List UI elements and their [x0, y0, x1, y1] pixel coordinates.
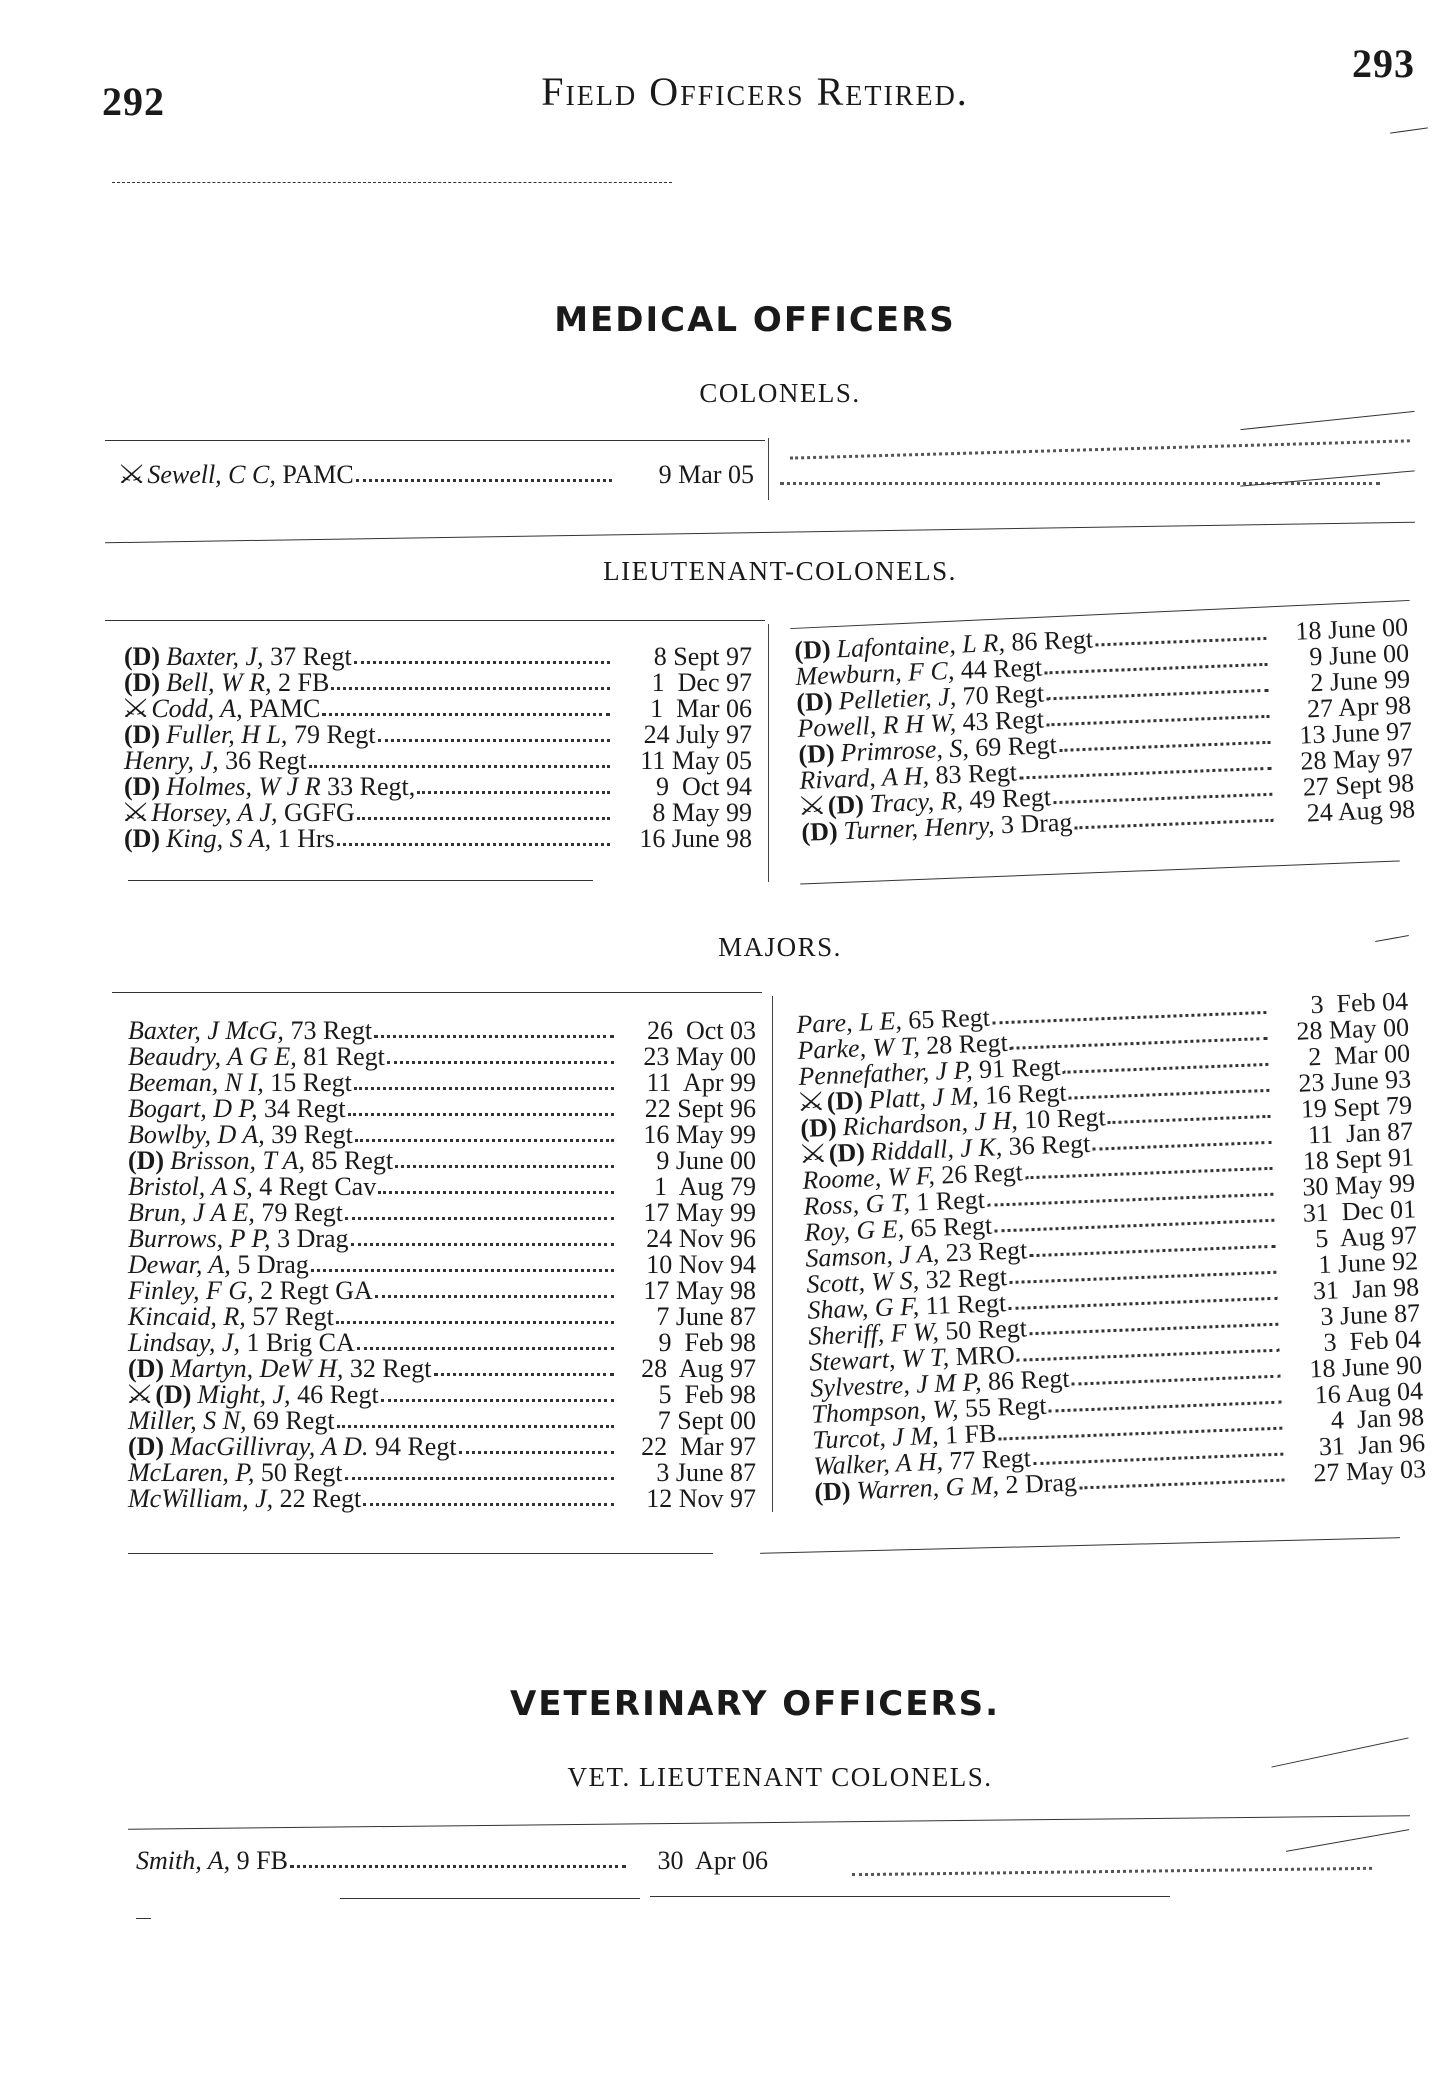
officer-entry: [124, 774, 752, 800]
officer-name: Mewburn, F C,: [794, 655, 955, 691]
officer-name: Finley, F G,: [128, 1276, 254, 1305]
officer-unit: MRO: [948, 1339, 1016, 1372]
officer-unit: 79 Regt: [287, 720, 376, 749]
officer-date: 31 Dec 01: [1302, 1194, 1417, 1228]
officer-name: Bogart, D P,: [128, 1094, 258, 1123]
page-number-left: 292: [102, 79, 165, 124]
officer-unit: 50 Regt: [938, 1313, 1028, 1346]
crossed-swords-icon: ⚔: [797, 1138, 829, 1170]
majors-bottom-rule: [128, 1553, 713, 1554]
lt-colonels-column-divider: [768, 624, 769, 882]
header-rule: [112, 182, 672, 183]
leader-dots: [363, 1503, 614, 1506]
officer-name: Bristol, A S,: [128, 1172, 253, 1201]
officer-name: Walker, A H,: [812, 1446, 944, 1481]
officer-entry: [128, 1070, 756, 1096]
officer-name: Martyn, DeW H,: [170, 1354, 344, 1383]
officer-entry: [124, 1380, 756, 1409]
officer-date: 1 Aug 79: [654, 1172, 756, 1201]
officer-name: Burrows, P P,: [128, 1224, 271, 1253]
officer-date: 7 June 87: [656, 1302, 756, 1331]
leader-dots: [1108, 1115, 1271, 1124]
officer-name: Roome, W F,: [801, 1160, 936, 1195]
crossed-swords-icon: ⚔: [120, 694, 151, 723]
officer-unit: 49 Regt: [962, 782, 1052, 815]
lt-colonels-top-rule: [105, 620, 765, 621]
officer-date: 16 June 98: [639, 824, 752, 853]
leader-dots: [351, 1243, 614, 1246]
officer-name: Pare, L E,: [795, 1005, 903, 1039]
leader-dots: [336, 1321, 614, 1324]
officer-name: King, S A,: [166, 824, 272, 853]
leader-dots: [1095, 637, 1266, 647]
officer-date: 18 June 00: [1294, 612, 1409, 646]
deceased-marker: (D): [793, 634, 832, 665]
leader-dots: [395, 1165, 614, 1168]
deceased-marker: (D): [155, 1380, 192, 1409]
deceased-marker: (D): [797, 738, 836, 769]
officer-unit: 46 Regt: [290, 1380, 379, 1409]
officer-unit: 28 Regt: [919, 1027, 1009, 1061]
officer-unit: 1 Hrs: [271, 824, 335, 853]
officer-name: Platt, J M,: [868, 1081, 980, 1115]
officer-entry: [120, 694, 752, 723]
leader-dots: [337, 1425, 614, 1428]
officer-name: Lindsay, J,: [128, 1328, 240, 1357]
lt-colonels-heading: LIEUTENANT-COLONELS.: [603, 556, 957, 586]
officer-name: Baxter, J McG,: [128, 1016, 284, 1045]
colonels-right-dotted-2: [780, 482, 1380, 485]
deceased-marker: (D): [128, 1354, 165, 1383]
officer-entry: [124, 826, 752, 852]
officer-entry: [128, 1486, 756, 1512]
officer-date: 28 Aug 97: [641, 1354, 756, 1383]
officer-name: Pelletier, J,: [837, 681, 957, 716]
officer-date: 27 May 03: [1312, 1454, 1427, 1488]
leader-dots: [381, 1399, 614, 1402]
officer-date: 8 May 99: [652, 798, 752, 827]
page-number-right: 293: [1352, 41, 1415, 86]
officer-name: Primrose, S,: [839, 733, 970, 768]
officer-entry: [124, 670, 752, 696]
leader-dots: [387, 1061, 614, 1064]
lt-colonels-bottom-rule: [128, 880, 593, 881]
officer-name: Thompson, W,: [810, 1394, 960, 1429]
officer-unit: 11 Regt: [918, 1288, 1007, 1321]
deceased-marker: (D): [124, 772, 161, 801]
colonels-column-divider: [768, 438, 769, 500]
officer-unit: 79 Regt: [254, 1198, 343, 1227]
officer-name: Sylvestre, J M P,: [809, 1367, 982, 1403]
officer-name: Dewar, A,: [128, 1250, 231, 1279]
officer-date: 9 Mar 05: [658, 460, 754, 489]
officer-entry: [128, 1044, 756, 1070]
officer-entry: [136, 1848, 768, 1874]
officer-name: Riddall, J K,: [870, 1132, 1003, 1167]
deceased-marker: (D): [128, 1432, 165, 1461]
officer-entry: [128, 1408, 756, 1434]
leader-dots: [1074, 819, 1273, 830]
officer-date: 24 Nov 96: [646, 1224, 756, 1253]
lt-colonels-bottom-rule-right: [800, 860, 1400, 884]
deceased-marker: (D): [124, 642, 161, 671]
vet-bottom-rule-right: [650, 1896, 1170, 1897]
leader-dots: [1079, 1479, 1284, 1490]
officer-date: 27 Apr 98: [1306, 690, 1412, 724]
officer-unit: 86 Regt: [980, 1363, 1071, 1397]
officer-name: Rivard, A H,: [798, 760, 930, 795]
officer-name: Sewell, C C,: [147, 460, 276, 489]
crossed-swords-icon: ⚔: [124, 1380, 155, 1409]
leader-dots: [378, 1191, 614, 1194]
officer-entry: [128, 1356, 756, 1382]
deceased-marker: (D): [124, 824, 161, 853]
officer-entry: [128, 1252, 756, 1278]
majors-top-rule: [112, 992, 762, 993]
officer-name: Bell, W R,: [166, 668, 272, 697]
majors-column-divider: [772, 996, 773, 1512]
officer-unit: 3 Drag: [270, 1224, 349, 1253]
officer-name: Horsey, A J,: [151, 798, 278, 827]
majors-bottom-rule-right: [760, 1537, 1400, 1554]
officer-name: Powell, R H W,: [796, 707, 957, 743]
officer-name: Fuller, H L,: [166, 720, 288, 749]
officer-date: 11 Jan 87: [1307, 1116, 1414, 1150]
officer-date: 16 May 99: [643, 1120, 756, 1149]
officer-name: Warren, G M,: [855, 1470, 1000, 1506]
officer-date: 10 Nov 94: [646, 1250, 756, 1279]
officer-unit: 2 Drag: [998, 1467, 1078, 1500]
officer-unit: 9 FB: [230, 1846, 288, 1875]
officer-unit: 94 Regt: [368, 1432, 457, 1461]
officer-unit: 32 Regt: [343, 1354, 432, 1383]
lt-colonels-right-list: [794, 614, 1416, 845]
officer-date: 9 Feb 98: [658, 1328, 756, 1357]
officer-date: 1 June 92: [1317, 1246, 1419, 1280]
officer-unit: 77 Regt: [942, 1443, 1032, 1476]
officer-date: 4 Jan 98: [1330, 1402, 1425, 1435]
vet-lt-colonels-heading: VET. LIEUTENANT COLONELS.: [567, 1762, 993, 1792]
leader-dots: [356, 479, 612, 482]
leader-dots: [345, 1217, 614, 1220]
lt-colonels-left-list: [120, 642, 752, 853]
officer-name: Brisson, T A,: [170, 1146, 305, 1175]
officer-name: Brun, J A E,: [128, 1198, 255, 1227]
officer-entry: [128, 1278, 756, 1304]
officer-date: 12 Nov 97: [646, 1484, 756, 1513]
officer-name: Parke, W T,: [796, 1031, 921, 1065]
officer-date: 27 Sept 98: [1302, 768, 1415, 802]
officer-name: Henry, J,: [124, 746, 219, 775]
veterinary-officers-title: VETERINARY OFFICERS.: [509, 1684, 1001, 1724]
officer-unit: 36 Regt: [1001, 1128, 1091, 1162]
officer-entry: [128, 1148, 756, 1174]
officer-unit: 23 Regt: [938, 1235, 1028, 1268]
officer-date: 31 Jan 96: [1318, 1428, 1426, 1462]
officer-entry: [124, 748, 752, 774]
colonels-right-dotted: [790, 439, 1410, 459]
officer-name: Richardson, J H,: [841, 1105, 1019, 1142]
officer-date: 11 May 05: [640, 746, 752, 775]
leader-dots: [434, 1373, 615, 1376]
officer-entry: [120, 798, 752, 827]
deceased-marker: (D): [124, 668, 161, 697]
officer-unit: 36 Regt: [218, 746, 307, 775]
officer-entry: [128, 1096, 756, 1122]
officer-name: Sheriff, F W,: [807, 1316, 940, 1351]
colonels-top-rule: [105, 440, 765, 441]
leader-dots: [1069, 1089, 1270, 1100]
officer-date: 19 Sept 79: [1300, 1090, 1413, 1124]
officer-date: 30 Apr 06: [657, 1846, 768, 1875]
officer-entry: [116, 460, 754, 489]
leader-dots: [417, 791, 610, 794]
officer-name: Turcot, J M,: [811, 1420, 940, 1455]
officer-unit: 5 Drag: [230, 1250, 309, 1279]
officer-unit: 91 Regt: [972, 1051, 1062, 1085]
officer-date: 9 Oct 94: [655, 772, 752, 801]
leader-dots: [459, 1451, 614, 1454]
officer-name: Lafontaine, L R,: [835, 627, 1006, 664]
leader-dots: [322, 713, 610, 716]
officer-unit: 50 Regt: [254, 1458, 343, 1487]
officer-date: 2 Mar 00: [1307, 1038, 1411, 1072]
page-bottom-rule: [136, 1918, 151, 1919]
officer-unit: 33 Regt,: [320, 772, 416, 801]
officer-name: Miller, S N,: [128, 1406, 247, 1435]
officer-unit: 2 Regt GA: [253, 1276, 373, 1305]
deceased-marker: (D): [826, 1085, 864, 1116]
majors-left-list: [124, 1016, 756, 1513]
officer-unit: 1 Regt: [909, 1184, 986, 1217]
officer-unit: 83 Regt: [928, 757, 1018, 790]
leader-dots: [1092, 1141, 1271, 1151]
medical-officers-title: MEDICAL OFFICERS: [554, 300, 956, 340]
vet-lt-colonels-list: [136, 1848, 768, 1874]
officer-date: 5 Aug 97: [1314, 1220, 1418, 1254]
officer-unit: 22 Regt: [273, 1484, 362, 1513]
officer-unit: 69 Regt: [246, 1406, 335, 1435]
officer-date: 18 Sept 91: [1302, 1142, 1415, 1176]
officer-date: 9 June 00: [1308, 638, 1410, 672]
officer-unit: 70 Regt: [955, 678, 1045, 711]
leader-dots: [378, 739, 610, 742]
colonels-top-rule-right: [1240, 411, 1414, 430]
officer-name: Roy, G E,: [803, 1214, 905, 1247]
officer-date: 9 June 00: [656, 1146, 756, 1175]
majors-heading: MAJORS.: [718, 932, 842, 962]
officer-unit: 16 Regt: [977, 1077, 1068, 1111]
officer-unit: GGFG: [277, 798, 355, 827]
officer-date: 22 Mar 97: [641, 1432, 756, 1461]
officer-date: 23 June 93: [1297, 1064, 1412, 1098]
officer-unit: 3 Drag: [993, 807, 1073, 840]
leader-dots: [337, 843, 610, 846]
officer-date: 3 June 87: [1319, 1298, 1421, 1332]
officer-unit: 85 Regt: [304, 1146, 394, 1175]
officer-name: Baxter, J,: [166, 642, 264, 671]
officer-name: McWilliam, J,: [128, 1484, 274, 1513]
officer-unit: 65 Regt: [901, 1002, 991, 1035]
officer-name: Samson, J A,: [804, 1238, 940, 1273]
officer-date: 24 July 97: [643, 720, 752, 749]
officer-unit: 43 Regt: [955, 704, 1045, 737]
officer-name: Beaudry, A G E,: [128, 1042, 297, 1071]
deceased-marker: (D): [813, 1476, 852, 1507]
officer-unit: 65 Regt: [903, 1210, 993, 1244]
officer-entry: [128, 1434, 756, 1460]
officer-date: 1 Dec 97: [651, 668, 752, 697]
deceased-marker: (D): [799, 1112, 838, 1143]
officer-date: 24 Aug 98: [1306, 794, 1416, 828]
officer-name: Bowlby, D A,: [128, 1120, 265, 1149]
officer-name: Shaw, G F,: [806, 1291, 920, 1325]
officer-unit: PAMC: [275, 460, 354, 489]
officer-entry: [124, 722, 752, 748]
officer-name: Tracy, R,: [869, 785, 964, 819]
leader-dots: [331, 687, 610, 690]
officer-name: Smith, A,: [136, 1846, 231, 1875]
crossed-swords-icon: ⚔: [796, 790, 828, 821]
officer-unit: 34 Regt: [257, 1094, 346, 1123]
vet-bottom-rule: [340, 1898, 640, 1899]
officer-unit: 4 Regt Cav: [252, 1172, 377, 1201]
officer-name: Pennefather, J P,: [797, 1055, 974, 1091]
leader-dots: [357, 1347, 614, 1350]
officer-date: 11 Apr 99: [646, 1068, 756, 1097]
officer-name: Stewart, W T,: [808, 1342, 950, 1377]
officer-unit: 81 Regt: [296, 1042, 385, 1071]
officer-entry: [124, 644, 752, 670]
officer-date: 3 June 87: [656, 1458, 756, 1487]
deceased-marker: (D): [827, 789, 865, 820]
officer-unit: 86 Regt: [1004, 624, 1094, 657]
officer-name: Beeman, N I,: [128, 1068, 264, 1097]
officer-unit: 10 Regt: [1017, 1102, 1107, 1135]
officer-entry: [128, 1226, 756, 1252]
colonels-bottom-rule: [105, 522, 1415, 544]
leader-dots: [374, 1035, 614, 1038]
crossed-swords-icon: ⚔: [120, 798, 151, 827]
officer-unit: 55 Regt: [957, 1390, 1048, 1424]
crossed-swords-icon: ⚔: [795, 1086, 827, 1118]
deceased-marker: (D): [795, 686, 834, 717]
officer-date: 31 Jan 98: [1312, 1272, 1420, 1306]
officer-unit: 57 Regt: [245, 1302, 334, 1331]
deceased-marker: (D): [800, 816, 839, 847]
officer-entry: [128, 1018, 756, 1044]
deceased-marker: (D): [128, 1146, 165, 1175]
officer-entry: [128, 1200, 756, 1226]
officer-unit: 73 Regt: [283, 1016, 373, 1045]
officer-date: 28 May 97: [1299, 742, 1414, 776]
officer-date: 16 Aug 04: [1314, 1376, 1424, 1410]
officer-date: 18 June 90: [1308, 1350, 1423, 1384]
officer-unit: 44 Regt: [953, 652, 1043, 685]
officer-name: Codd, A,: [151, 694, 243, 723]
officer-name: Turner, Henry,: [842, 810, 995, 846]
crossed-swords-icon: ⚔: [116, 460, 147, 489]
officer-unit: PAMC: [242, 694, 321, 723]
officer-unit: 2 FB: [271, 668, 330, 697]
running-title: Field Officers Retired.: [541, 69, 969, 114]
officer-date: 8 Sept 97: [653, 642, 752, 671]
officer-date: 17 May 98: [643, 1276, 756, 1305]
officer-name: MacGillivray, A D.: [170, 1432, 369, 1461]
deceased-marker: (D): [124, 720, 161, 749]
vet-right-rule: [1286, 1829, 1409, 1852]
officer-date: 3 Feb 04: [1323, 1324, 1422, 1357]
officer-entry: [128, 1122, 756, 1148]
officer-unit: 26 Regt: [934, 1157, 1024, 1190]
officer-name: Might, J,: [197, 1380, 291, 1409]
header-rule-right: [1390, 127, 1428, 133]
officer-date: 2 June 99: [1309, 664, 1411, 698]
leader-dots: [309, 765, 610, 768]
leader-dots: [290, 1865, 626, 1868]
officer-entry: [128, 1460, 756, 1486]
officer-unit: 37 Regt: [263, 642, 352, 671]
majors-right-list: [795, 986, 1427, 1507]
officer-date: 22 Sept 96: [644, 1094, 756, 1123]
vet-top-rule: [128, 1815, 1410, 1829]
officer-unit: 69 Regt: [968, 730, 1058, 763]
deceased-marker: (D): [828, 1137, 866, 1168]
leader-dots: [357, 817, 610, 820]
officer-date: 5 Feb 98: [658, 1380, 756, 1409]
officer-date: 26 Oct 03: [646, 1016, 756, 1045]
colonels-heading: COLONELS.: [699, 378, 861, 408]
officer-unit: 32 Regt: [918, 1262, 1008, 1295]
officer-date: 7 Sept 00: [657, 1406, 756, 1435]
officer-name: Scott, W S,: [805, 1265, 920, 1299]
leader-dots: [354, 1087, 614, 1090]
leader-dots: [375, 1295, 614, 1298]
officer-date: 1 Mar 06: [650, 694, 752, 723]
officer-name: McLaren, P,: [128, 1458, 255, 1487]
officer-name: Holmes, W J R: [166, 772, 321, 801]
leader-dots: [311, 1269, 614, 1272]
officer-unit: 39 Regt: [264, 1120, 353, 1149]
leader-dots: [348, 1113, 614, 1116]
officer-unit: 15 Regt: [263, 1068, 352, 1097]
officer-date: 23 May 00: [643, 1042, 756, 1071]
officer-date: 3 Feb 04: [1310, 986, 1409, 1020]
colonels-list: [116, 460, 754, 489]
officer-date: 17 May 99: [643, 1198, 756, 1227]
leader-dots: [345, 1477, 615, 1480]
officer-name: Ross, G T,: [802, 1187, 911, 1221]
officer-date: 30 May 99: [1301, 1168, 1416, 1202]
officer-entry: [128, 1330, 756, 1356]
officer-name: Kincaid, R,: [128, 1302, 246, 1331]
vet-right-dotted: [852, 1867, 1372, 1876]
leader-dots: [354, 661, 610, 664]
officer-entry: [128, 1304, 756, 1330]
officer-date: 28 May 00: [1295, 1012, 1410, 1046]
officer-unit: 1 Brig CA: [239, 1328, 355, 1357]
leader-dots: [355, 1139, 614, 1142]
officer-date: 13 June 97: [1298, 716, 1413, 750]
officer-unit: 1 FB: [937, 1418, 997, 1450]
officer-entry: [128, 1174, 756, 1200]
